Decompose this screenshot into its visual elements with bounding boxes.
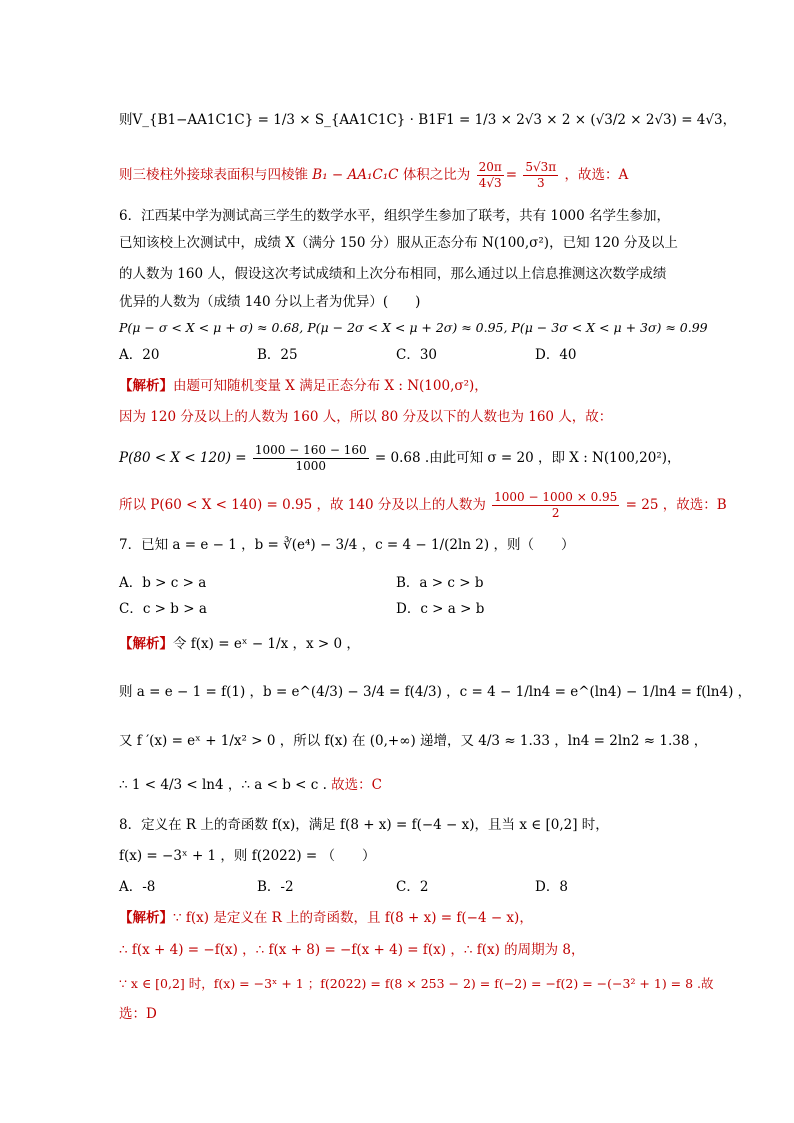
q8-solution-line-3: ∵ x ∈ [0,2] 时，f(x) = −3ˣ + 1 ；f(2022) = f(8 × 253 − 2) = f(−2) = −f(2) = −(−3² + 1) = 8 .故 bbox=[119, 976, 714, 991]
q5-conclusion-suffix: 体积之比为 bbox=[402, 167, 471, 183]
q6-sol3-num: 1000 − 160 − 160 bbox=[254, 443, 367, 457]
q6-sol4-prefix: 所以 P(60 < X < 140) = 0.95 ，故 140 分及以上的人数为 bbox=[119, 497, 486, 513]
q6-stem-line-1: 6．江西某中学为测试高三学生的数学水平，组织学生参加了联考，共有 1000 名学生参加， bbox=[119, 208, 671, 224]
q8-solution-tag: 【解析】 bbox=[119, 910, 173, 926]
q5-volume-formula: 则V_{B1−AA1C1C} = 1/3 × S_{AA1C1C} · B1F1 = 1/3 × 2√3 × 2 × (√3/2 × 2√3) = 4√3， bbox=[119, 112, 737, 128]
q5-pyramid-name: B₁ − AA₁C₁C bbox=[312, 167, 399, 183]
q7-solution-line-4 bbox=[119, 775, 382, 795]
q7-option-c: C．c > b > a bbox=[119, 601, 207, 617]
q7-sol4-prefix: ∴ 1 < 4/3 < ln4 ，∴ a < b < c . bbox=[119, 777, 332, 793]
q6-solution-line-2: 因为 120 分及以上的人数为 160 人，所以 80 分及以下的人数也为 160 人，故： bbox=[119, 409, 613, 425]
q8-solution-line-2: ∴ f(x + 4) = −f(x) ，∴ f(x + 8) = −f(x + 4) = f(x) ，∴ f(x) 的周期为 8， bbox=[119, 942, 585, 958]
q5-answer: ，故选：A bbox=[564, 167, 629, 183]
q6-solution-text-1: 由题可知随机变量 X 满足正态分布 X : N(100,σ²)， bbox=[173, 378, 488, 394]
q6-sol4-fraction bbox=[492, 490, 619, 521]
q7-solution-tag: 【解析】 bbox=[119, 636, 173, 652]
q6-solution-line-4 bbox=[119, 490, 727, 521]
q6-option-a: A．20 bbox=[119, 347, 160, 363]
q8-option-c: C．2 bbox=[396, 879, 429, 895]
q6-solution-tag: 【解析】 bbox=[119, 378, 173, 394]
q5-ratio-den: 4√3 bbox=[478, 176, 502, 190]
q6-probability-reference: P(μ − σ < X < μ + σ) ≈ 0.68, P(μ − 2σ < X < μ + 2σ) ≈ 0.95, P(μ − 3σ < X < μ + 3σ) ≈ 0.99 bbox=[119, 320, 708, 335]
q6-option-b: B．25 bbox=[257, 347, 298, 363]
q8-stem-line-2: f(x) = −3ˣ + 1 ，则 f(2022) = （ ） bbox=[119, 848, 376, 864]
q6-sol3-den: 1000 bbox=[295, 459, 326, 473]
q8-option-b: B．-2 bbox=[257, 879, 294, 895]
q6-stem-line-4: 优异的人数为（成绩 140 分以上者为优异）( ) bbox=[119, 294, 421, 310]
q6-stem-line-3: 的人数为 160 人，假设这次考试成绩和上次分布相同，那么通过以上信息推测这次数学成绩 bbox=[119, 266, 667, 282]
q5-result-den: 3 bbox=[536, 176, 545, 190]
q6-solution-line-3 bbox=[119, 443, 681, 474]
q7-stem: 7．已知 a = e − 1 ，b = ∛(e⁴) − 3/4 ，c = 4 − 1/(2ln 2) ，则（ ） bbox=[119, 537, 575, 553]
q5-result-fraction bbox=[523, 160, 558, 191]
q6-solution-line-1 bbox=[119, 376, 488, 396]
q8-solution-line-4: 选：D bbox=[119, 1006, 157, 1022]
q5-ratio-fraction bbox=[477, 160, 504, 191]
q8-solution-line-1 bbox=[119, 908, 533, 928]
q5-conclusion: 则三棱柱外接球表面积与四棱锥 B₁ − AA₁C₁C 体积之比为 $\frac{20\pi}{4√3}$ = $\frac{5√3\pi}{3}$ ，故选：A bbox=[119, 160, 629, 190]
q7-answer: 故选：C bbox=[331, 777, 383, 793]
q7-option-a: A．b > c > a bbox=[119, 575, 207, 591]
q8-option-d: D．8 bbox=[535, 879, 568, 895]
q6-sol3-prefix: P(80 < X < 120) = bbox=[119, 450, 247, 466]
q6-stem-line-2: 已知该校上次测试中，成绩 X（满分 150 分）服从正态分布 N(100,σ²)，已知 120 分及以上 bbox=[119, 235, 678, 251]
q7-solution-text-1: 令 f(x) = eˣ − 1/x ，x > 0 ， bbox=[173, 636, 360, 652]
q5-conclusion-prefix: 则三棱柱外接球表面积与四棱锥 bbox=[119, 167, 308, 183]
q7-solution-line-1 bbox=[119, 634, 360, 654]
q6-sol3-fraction bbox=[253, 443, 369, 474]
q8-solution-text-1: ∵ f(x) 是定义在 R 上的奇函数，且 f(8 + x) = f(−4 − x)， bbox=[173, 910, 533, 926]
q7-option-d: D．c > a > b bbox=[396, 601, 485, 617]
q6-sol4-suffix: = 25 ，故选：B bbox=[625, 497, 727, 513]
q6-sol4-num: 1000 − 1000 × 0.95 bbox=[494, 490, 618, 504]
q6-option-d: D．40 bbox=[535, 347, 577, 363]
q6-option-c: C．30 bbox=[396, 347, 438, 363]
q5-result-num: 5√3π bbox=[525, 160, 557, 174]
q5-ratio-num: 20π bbox=[478, 160, 502, 174]
q6-sol3-suffix: = 0.68 .由此可知 σ = 20 ，即 X : N(100,20²)， bbox=[374, 450, 681, 466]
q8-stem-line-1: 8．定义在 R 上的奇函数 f(x)，满足 f(8 + x) = f(−4 − x)，且当 x ∈ [0,2] 时， bbox=[119, 817, 609, 833]
q6-sol4-den: 2 bbox=[551, 506, 560, 520]
q7-option-b: B．a > c > b bbox=[396, 575, 484, 591]
q7-solution-line-2: 则 a = e − 1 = f(1) ，b = e^(4/3) − 3/4 = f(4/3) ，c = 4 − 1/ln4 = e^(ln4) − 1/ln4 = f(ln4) ， bbox=[119, 684, 752, 700]
q8-option-a: A．-8 bbox=[119, 879, 156, 895]
q7-solution-line-3: 又 f ′(x) = eˣ + 1/x² > 0 ，所以 f(x) 在 (0,+∞) 递增，又 4/3 ≈ 1.33 ，ln4 = 2ln2 ≈ 1.38 ， bbox=[119, 733, 708, 749]
